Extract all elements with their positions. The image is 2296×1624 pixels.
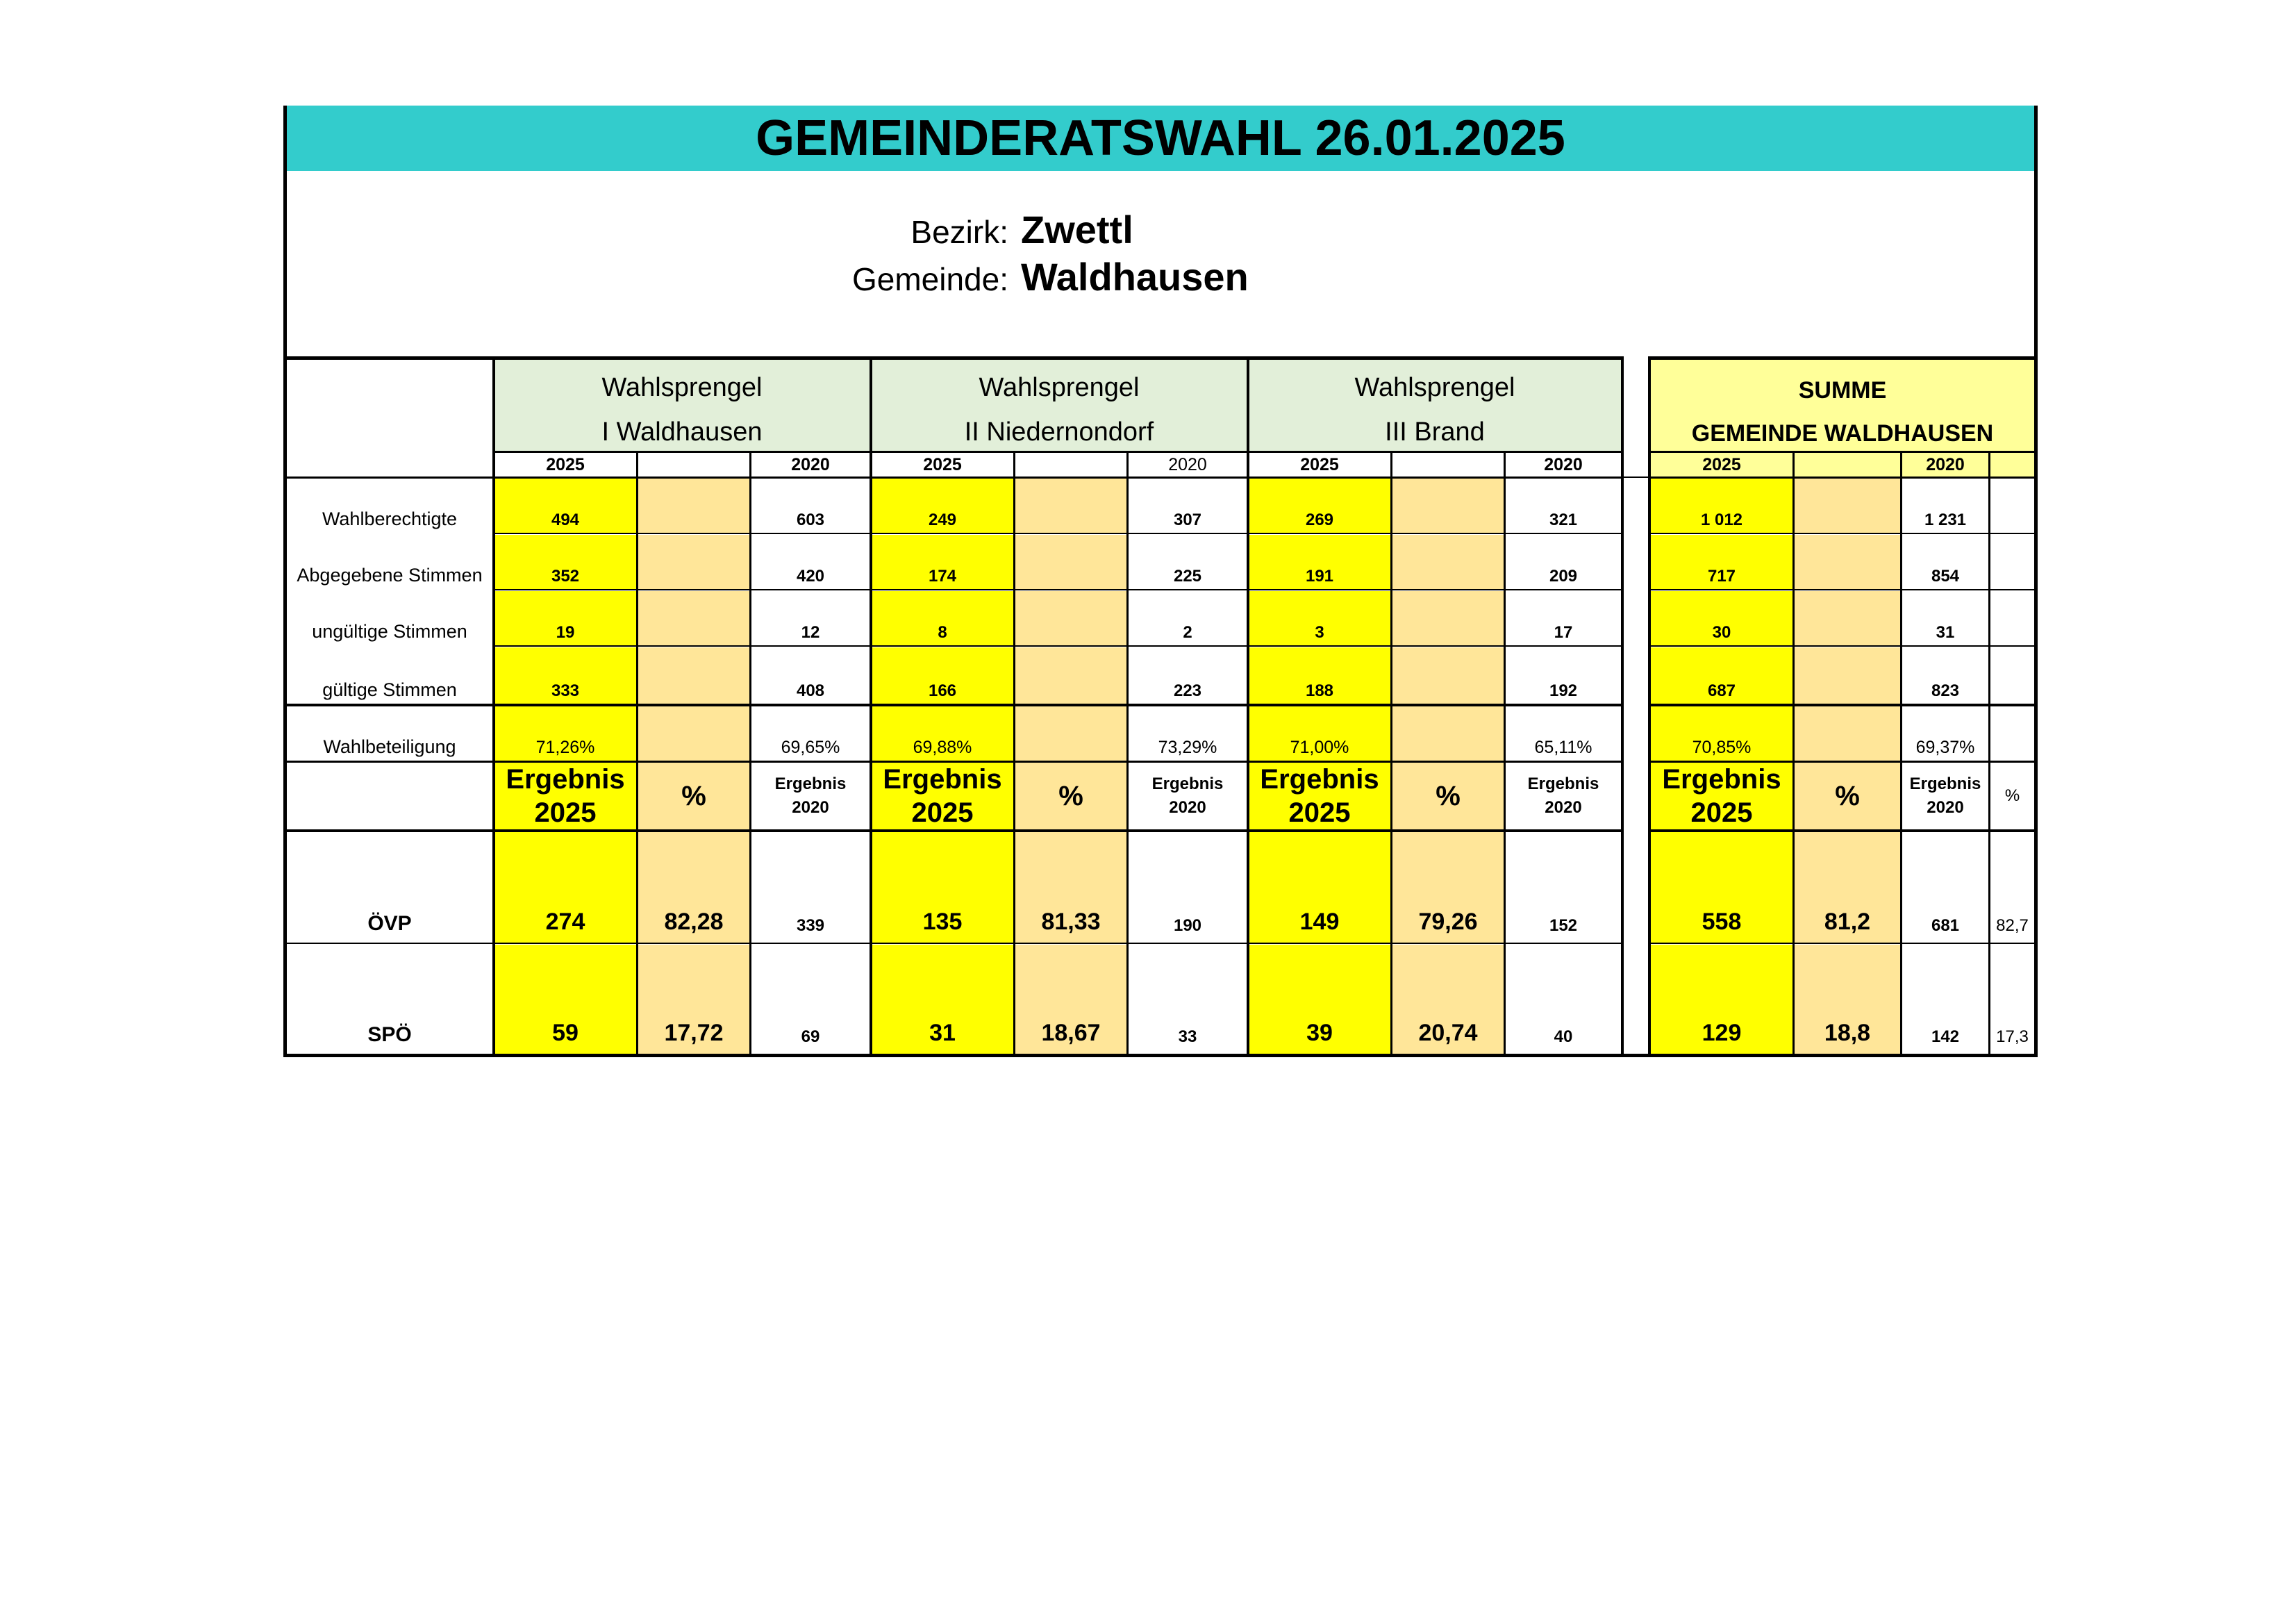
header-sprengel-1-line1: Wahlsprengel <box>601 373 763 402</box>
party-oevp-s3-votes-2025: 149 <box>1249 831 1390 943</box>
cell-abgegebene-s3-blank <box>1392 535 1504 589</box>
row-label-gueltige: gültige Stimmen <box>322 679 457 700</box>
cell-beteiligung-sum-2020: 69,37% <box>1915 738 1975 757</box>
party-spoe-s2-votes-2025: 31 <box>872 945 1013 1054</box>
cell-gueltige-s2-2020: 223 <box>1173 681 1202 700</box>
header-sprengel-3-line1: Wahlsprengel <box>1354 373 1515 402</box>
cell-wahlberechtigte-sum-2020: 1 231 <box>1924 511 1967 529</box>
year-2025: 2025 <box>923 454 962 474</box>
cell-wahlberechtigte-s2-blank <box>1015 479 1126 533</box>
grid-line <box>492 589 1621 590</box>
cell-abgegebene-sum-2025: 717 <box>1651 535 1792 589</box>
cell-abgegebene-s3-2025: 191 <box>1249 535 1390 589</box>
cell-gueltige-sum-blank <box>1795 647 1900 704</box>
grid-line <box>1648 477 2038 479</box>
grid-line <box>1390 451 1392 1057</box>
ergebnis-year: 2025 <box>911 797 974 828</box>
grid-line <box>283 829 1621 832</box>
party-oevp-sum-votes-2020: 681 <box>1931 916 1960 935</box>
cell-gueltige-s1-2025: 333 <box>494 647 636 704</box>
ergebnis-label: Ergebnis <box>774 774 847 793</box>
party-oevp-sum-pct-2025: 81,2 <box>1795 831 1900 943</box>
grid-line <box>1651 589 2038 590</box>
cell-ungueltige-s2-blank <box>1015 591 1126 645</box>
year-empty <box>1990 453 2034 477</box>
grid-line <box>1651 533 2038 534</box>
cell-ungueltige-sum-blank <box>1795 591 1900 645</box>
header-summe-line2: GEMEINDE WALDHAUSEN <box>1691 420 1994 447</box>
cell-beteiligung-s3-2025: 71,00% <box>1249 706 1390 761</box>
cell-gueltige-s2-blank <box>1015 647 1126 704</box>
party-spoe-s3-pct-2025: 20,74 <box>1392 945 1504 1054</box>
cell-beteiligung-s1-2020: 69,65% <box>781 738 840 757</box>
grid-line <box>283 477 1621 479</box>
row-label-ungueltige: ungültige Stimmen <box>312 621 467 642</box>
grid-line <box>283 704 1621 706</box>
year-2020: 2020 <box>1544 454 1583 474</box>
gemeinde-value: Waldhausen <box>1021 255 1249 299</box>
grid-line <box>1648 829 2038 832</box>
year-2020: 2020 <box>791 454 830 474</box>
cell-wahlberechtigte-s3-2025: 269 <box>1249 479 1390 533</box>
cell-gueltige-s3-2025: 188 <box>1249 647 1390 704</box>
party-spoe-sum-votes-2025: 129 <box>1651 945 1792 1054</box>
grid-line <box>492 356 495 1057</box>
party-oevp-s1-votes-2020: 339 <box>796 916 825 935</box>
ergebnis-year: 2025 <box>1288 797 1351 828</box>
party-oevp-sum-pct-2020: 82,7 <box>1996 916 2029 935</box>
cell-beteiligung-sum-2025: 70,85% <box>1651 706 1792 761</box>
cell-ungueltige-sum-2020: 31 <box>1936 623 1955 642</box>
party-oevp-sum-votes-2025: 558 <box>1651 831 1792 943</box>
party-oevp-s2-votes-2020: 190 <box>1173 916 1202 935</box>
result-header-pct: % <box>1392 763 1504 829</box>
party-spoe-sum-votes-2020: 142 <box>1931 1027 1960 1046</box>
cell-abgegebene-s1-2025: 352 <box>494 535 636 589</box>
cell-abgegebene-s2-blank <box>1015 535 1126 589</box>
cell-abgegebene-s1-blank <box>638 535 749 589</box>
cell-abgegebene-s2-2025: 174 <box>872 535 1013 589</box>
grid-line <box>1621 477 1651 478</box>
party-oevp-s1-pct-2025: 82,28 <box>638 831 749 943</box>
party-spoe-s1-votes-2020: 69 <box>801 1027 820 1046</box>
cell-wahlberechtigte-s2-2025: 249 <box>872 479 1013 533</box>
cell-abgegebene-s1-2020: 420 <box>796 567 825 586</box>
grid-line <box>870 356 872 1057</box>
ergebnis-label: Ergebnis <box>506 764 625 795</box>
grid-line <box>1648 704 2038 706</box>
cell-beteiligung-sum-blank <box>1795 706 1900 761</box>
year-2025: 2025 <box>1300 454 1339 474</box>
party-name-oevp: ÖVP <box>367 912 412 935</box>
header-summe-line1: SUMME <box>1798 377 1887 404</box>
cell-beteiligung-s2-blank <box>1015 706 1126 761</box>
cell-ungueltige-s3-blank <box>1392 591 1504 645</box>
row-label-beteiligung: Wahlbeteiligung <box>323 736 456 757</box>
cell-ungueltige-sum-2025: 30 <box>1651 591 1792 645</box>
grid-line <box>1792 451 1795 1057</box>
cell-abgegebene-s2-2020: 225 <box>1173 567 1202 586</box>
result-header-2025 <box>872 763 1013 829</box>
ergebnis-label: Ergebnis <box>1909 774 1981 793</box>
grid-line <box>1988 451 1990 1057</box>
party-spoe-sum-pct-2025: 18,8 <box>1795 945 1900 1054</box>
ergebnis-label: Ergebnis <box>883 764 1002 795</box>
cell-gueltige-s2-2025: 166 <box>872 647 1013 704</box>
grid-line <box>1648 761 2038 763</box>
party-spoe-s1-votes-2025: 59 <box>494 945 636 1054</box>
row-label-abgegebene: Abgegebene Stimmen <box>297 565 483 586</box>
cell-ungueltige-s3-2020: 17 <box>1554 623 1573 642</box>
ergebnis-year: 2025 <box>1690 797 1753 828</box>
cell-wahlberechtigte-s1-2020: 603 <box>796 511 825 529</box>
grid-line <box>1648 356 2038 360</box>
result-header-2025 <box>494 763 636 829</box>
grid-line <box>1013 451 1015 1057</box>
grid-line <box>283 356 1621 360</box>
cell-beteiligung-s3-2020: 65,11% <box>1534 738 1592 757</box>
result-header-2020 <box>1506 763 1621 829</box>
result-header-pct-2020: % <box>2004 786 2020 805</box>
grid-line <box>492 533 1621 534</box>
party-oevp-s3-votes-2020: 152 <box>1549 916 1578 935</box>
grid-line <box>1504 451 1506 1057</box>
ergebnis-year: 2020 <box>792 798 829 817</box>
cell-gueltige-s3-2020: 192 <box>1549 681 1578 700</box>
grid-line <box>492 451 1621 453</box>
result-header-2020 <box>751 763 870 829</box>
grid-line <box>749 451 751 1057</box>
ergebnis-year: 2020 <box>1927 798 1964 817</box>
party-spoe-s1-pct-2025: 17,72 <box>638 945 749 1054</box>
ergebnis-label: Ergebnis <box>1527 774 1599 793</box>
header-sprengel-2-line1: Wahlsprengel <box>979 373 1140 402</box>
cell-beteiligung-s1-2025: 71,26% <box>494 706 636 761</box>
cell-wahlberechtigte-s3-2020: 321 <box>1549 511 1578 529</box>
gemeinde-label: Gemeinde: <box>851 261 1008 297</box>
grid-line <box>1651 645 2038 647</box>
ergebnis-year: 2020 <box>1545 798 1582 817</box>
result-header-2020 <box>1902 763 1988 829</box>
year-2025: 2025 <box>1651 453 1792 477</box>
cell-ungueltige-s1-2025: 19 <box>494 591 636 645</box>
cell-abgegebene-s3-2020: 209 <box>1549 567 1578 586</box>
bezirk-row <box>592 207 1133 252</box>
grid-line <box>1126 451 1129 1057</box>
result-header-pct: % <box>1015 763 1126 829</box>
grid-line <box>1621 356 1624 1057</box>
ergebnis-label: Ergebnis <box>1151 774 1224 793</box>
party-oevp-s1-votes-2025: 274 <box>494 831 636 943</box>
cell-wahlberechtigte-sum-blank <box>1795 479 1900 533</box>
result-header-pct: % <box>638 763 749 829</box>
header-sprengel-1-line2: I Waldhausen <box>601 417 763 447</box>
cell-gueltige-s1-2020: 408 <box>796 681 825 700</box>
grid-line <box>283 943 1621 944</box>
result-header-2025 <box>1249 763 1390 829</box>
grid-line <box>283 761 1621 763</box>
grid-line <box>1648 943 2038 944</box>
cell-wahlberechtigte-s3-blank <box>1392 479 1504 533</box>
cell-gueltige-s3-blank <box>1392 647 1504 704</box>
cell-ungueltige-s2-2020: 2 <box>1183 623 1192 642</box>
result-header-pct: % <box>1795 763 1900 829</box>
cell-gueltige-sum-2025: 687 <box>1651 647 1792 704</box>
grid-line <box>1247 356 1249 1057</box>
party-oevp-s3-pct-2025: 79,26 <box>1392 831 1504 943</box>
ergebnis-year: 2020 <box>1169 798 1206 817</box>
header-sprengel-3 <box>1249 359 1621 451</box>
grid-line <box>492 645 1621 647</box>
cell-abgegebene-sum-blank <box>1795 535 1900 589</box>
year-2020: 2020 <box>1902 453 1988 477</box>
party-name-spoe: SPÖ <box>367 1023 412 1046</box>
page-title: GEMEINDERATSWAHL 26.01.2025 <box>287 106 2034 171</box>
year-empty <box>1795 453 1900 477</box>
cell-gueltige-sum-2020: 823 <box>1931 681 1960 700</box>
cell-beteiligung-s1-blank <box>638 706 749 761</box>
party-oevp-s2-votes-2025: 135 <box>872 831 1013 943</box>
header-sprengel-3-line2: III Brand <box>1385 417 1485 447</box>
bezirk-label: Bezirk: <box>910 214 1008 250</box>
grid-line <box>1648 356 1651 1057</box>
party-oevp-s2-pct-2025: 81,33 <box>1015 831 1126 943</box>
cell-abgegebene-sum-2020: 854 <box>1931 567 1960 586</box>
grid-line <box>636 451 638 1057</box>
cell-ungueltige-s1-blank <box>638 591 749 645</box>
cell-beteiligung-s2-2020: 73,29% <box>1158 738 1217 757</box>
party-spoe-s2-pct-2025: 18,67 <box>1015 945 1126 1054</box>
party-spoe-sum-pct-2020: 17,3 <box>1996 1027 2029 1046</box>
cell-ungueltige-s3-2025: 3 <box>1249 591 1390 645</box>
cell-ungueltige-s1-2020: 12 <box>801 623 820 642</box>
cell-gueltige-s1-blank <box>638 647 749 704</box>
cell-wahlberechtigte-s1-2025: 494 <box>494 479 636 533</box>
header-sprengel-1 <box>494 359 870 451</box>
grid-line <box>1651 451 2038 453</box>
party-spoe-s3-votes-2020: 40 <box>1554 1027 1573 1046</box>
row-label-wahlberechtigte: Wahlberechtigte <box>322 508 458 529</box>
cell-beteiligung-s2-2025: 69,88% <box>872 706 1013 761</box>
grid-line <box>1900 451 1902 1057</box>
header-sprengel-2 <box>872 359 1247 451</box>
header-summe <box>1651 359 2034 451</box>
result-header-2020 <box>1129 763 1247 829</box>
cell-wahlberechtigte-s1-blank <box>638 479 749 533</box>
ergebnis-label: Ergebnis <box>1260 764 1379 795</box>
cell-ungueltige-s2-2025: 8 <box>872 591 1013 645</box>
ergebnis-year: 2025 <box>534 797 597 828</box>
header-sprengel-2-line2: II Niedernondorf <box>964 417 1154 447</box>
gemeinde-row <box>592 254 1249 299</box>
year-2020: 2020 <box>1168 454 1207 474</box>
cell-wahlberechtigte-sum-2025: 1 012 <box>1651 479 1792 533</box>
party-spoe-s3-votes-2025: 39 <box>1249 945 1390 1054</box>
ergebnis-label: Ergebnis <box>1662 764 1781 795</box>
cell-wahlberechtigte-s2-2020: 307 <box>1173 511 1202 529</box>
party-spoe-s2-votes-2020: 33 <box>1178 1027 1197 1046</box>
result-header-2025 <box>1651 763 1792 829</box>
bezirk-value: Zwettl <box>1021 208 1133 251</box>
year-2025: 2025 <box>546 454 585 474</box>
cell-beteiligung-s3-blank <box>1392 706 1504 761</box>
